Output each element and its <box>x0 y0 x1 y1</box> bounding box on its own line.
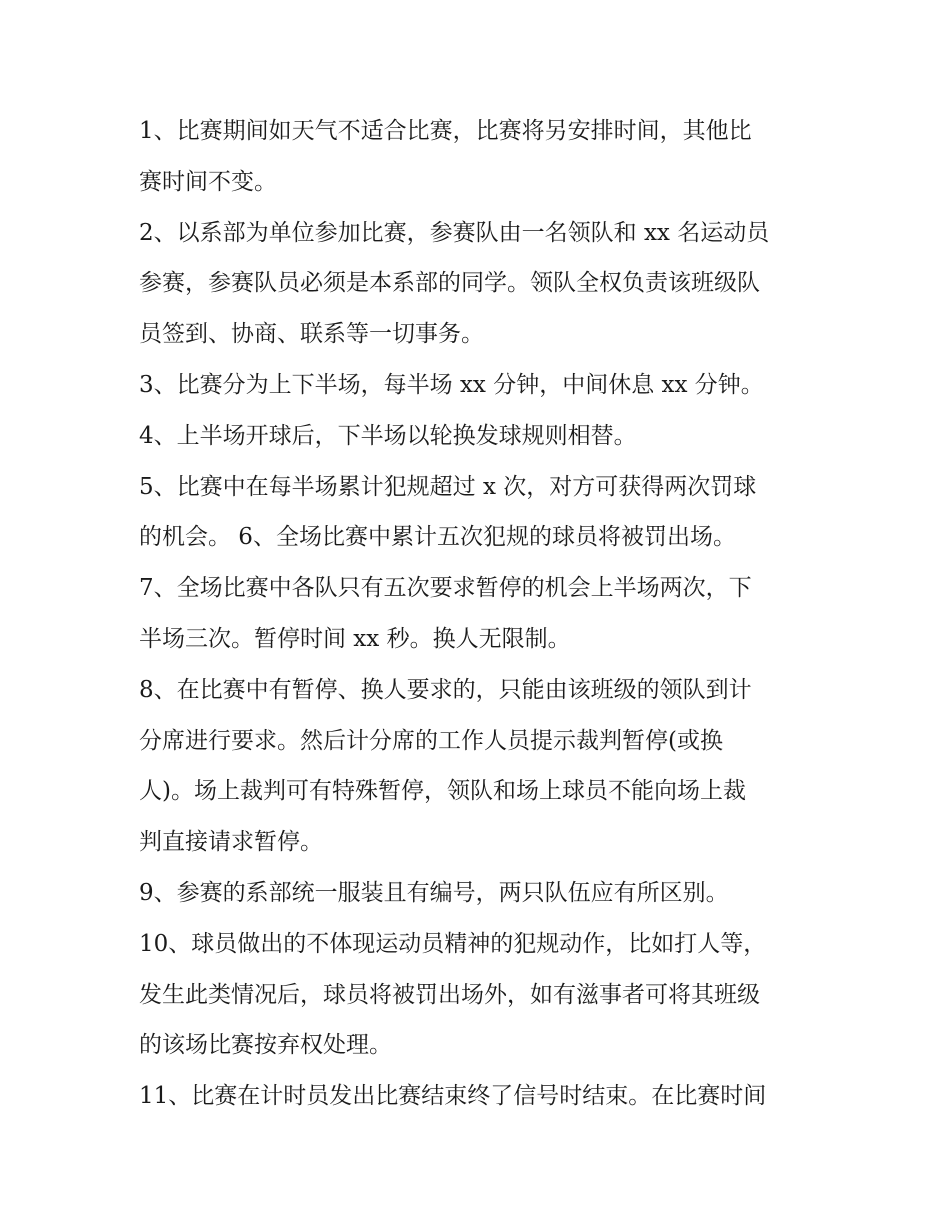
text-line-18: 发生此类情况后，球员将被罚出场外，如有滋事者可将其班级 <box>139 981 760 1008</box>
text-line-9: 的机会。 6、全场比赛中累计五次犯规的球员将被罚出场。 <box>139 524 736 551</box>
text-line-15: 判直接请求暂停。 <box>139 829 323 856</box>
text-line-3: 2、以系部为单位参加比赛，参赛队由一名领队和 xx 名运动员 <box>139 219 770 246</box>
text-line-5: 员签到、协商、联系等一切事务。 <box>139 321 484 348</box>
text-line-2: 赛时间不变。 <box>139 168 277 195</box>
text-line-10: 7、全场比赛中各队只有五次要求暂停的机会上半场两次，下 <box>139 575 752 602</box>
text-line-16: 9、参赛的系部统一服装且有编号，两只队伍应有所区别。 <box>139 879 729 906</box>
text-line-7: 4、上半场开球后，下半场以轮换发球规则相替。 <box>139 422 637 449</box>
text-line-4: 参赛，参赛队员必须是本系部的同学。领队全权负责该班级队 <box>139 270 760 297</box>
rules-text-block <box>139 106 819 1122</box>
text-line-13: 分席进行要求。然后计分席的工作人员提示裁判暂停(或换 <box>139 727 723 754</box>
text-line-20: 11、比赛在计时员发出比赛结束终了信号时结束。在比赛时间 <box>139 1083 767 1110</box>
text-line-12: 8、在比赛中有暂停、换人要求的，只能由该班级的领队到计 <box>139 676 752 703</box>
text-line-6: 3、比赛分为上下半场，每半场 xx 分钟，中间休息 xx 分钟。 <box>139 371 764 398</box>
text-line-1: 1、比赛期间如天气不适合比赛，比赛将另安排时间，其他比 <box>139 118 752 144</box>
text-line-14: 人)。场上裁判可有特殊暂停，领队和场上球员不能向场上裁 <box>139 778 746 805</box>
text-line-17: 10、球员做出的不体现运动员精神的犯规动作，比如打人等， <box>139 930 767 957</box>
text-line-8: 5、比赛中在每半场累计犯规超过 x 次，对方可获得两次罚球 <box>139 473 757 500</box>
text-line-19: 的该场比赛按弃权处理。 <box>139 1032 392 1059</box>
text-line-11: 半场三次。暂停时间 xx 秒。换人无限制。 <box>139 625 571 652</box>
